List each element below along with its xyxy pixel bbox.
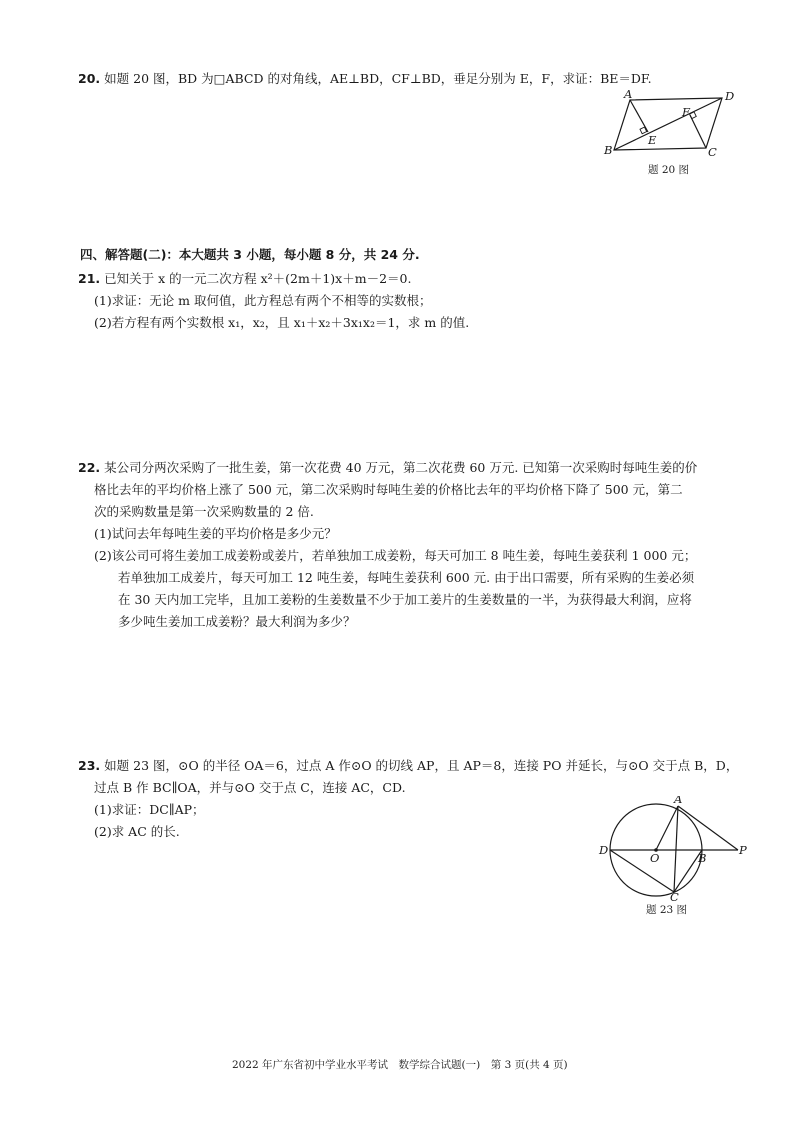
- diagonal-bd: [614, 98, 722, 150]
- q21-part1: (1)求证：无论 m 取何值，此方程总有两个不相等的实数根；: [94, 293, 432, 308]
- label-e: E: [648, 133, 657, 147]
- page-footer: 2022 年广东省初中学业水平考试 数学综合试题(一) 第 3 页(共 4 页): [232, 1059, 568, 1071]
- chord-dc: [610, 850, 674, 892]
- q22-part2-line3: 在 30 天内加工完毕，且加工姜粉的生姜数量不少于加工姜片的生姜数量的一半，为获得最大利润，应将: [118, 592, 692, 607]
- q23-caption: 题 23 图: [646, 904, 688, 916]
- label-f: F: [682, 105, 690, 119]
- chord-ac: [674, 806, 678, 892]
- segment-ae: [630, 100, 648, 132]
- q23-number: 23.: [78, 758, 101, 773]
- label-a: A: [674, 796, 683, 806]
- q20-number: 20.: [78, 71, 101, 86]
- q23-part2: (2)求 AC 的长.: [94, 824, 180, 839]
- section-heading: 四、解答题(二)：本大题共 3 小题，每小题 8 分，共 24 分.: [80, 247, 420, 262]
- q20-text: 如题 20 图，BD 为□ABCD 的对角线，AE⊥BD，CF⊥BD，垂足分别为 E，F，求证：BE＝DF.: [104, 71, 652, 86]
- q21-line: [78, 270, 411, 288]
- label-b: B: [698, 851, 707, 865]
- q22-text1: 某公司分两次采购了一批生姜，第一次花费 40 万元，第二次花费 60 万元. 已知第一次采购时每吨生姜的价: [104, 460, 698, 475]
- label-o: O: [650, 851, 660, 865]
- q22-part2-line4: 多少吨生姜加工成姜粉？最大利润为多少？: [118, 614, 356, 629]
- q23-text1: 如题 23 图，⊙O 的半径 OA＝6，过点 A 作⊙O 的切线 AP，且 AP＝8，连接 PO 并延长，与⊙O 交于点 B，D，: [104, 758, 739, 773]
- q20-line: [78, 70, 652, 88]
- label-d: D: [725, 89, 735, 103]
- q20-figure: [598, 88, 748, 160]
- q20-caption: 题 20 图: [648, 164, 690, 176]
- label-c: C: [708, 145, 717, 159]
- q22-line3: 次的采购数量是第一次采购数量的 2 倍.: [94, 504, 314, 519]
- q21-part2: (2)若方程有两个实数根 x₁，x₂，且 x₁＋x₂＋3x₁x₂＝1，求 m 的值.: [94, 315, 470, 330]
- q22-part2-line1: (2)该公司可将生姜加工成姜粉或姜片，若单独加工成姜粉，每天可加工 8 吨生姜，每吨生姜获利 1 000 元；: [94, 548, 697, 563]
- q23-line2: 过点 B 作 BC∥OA，并与⊙O 交于点 C，连接 AC，CD.: [94, 780, 406, 795]
- q21-text: 已知关于 x 的一元二次方程 x²＋(2m＋1)x＋m－2＝0.: [104, 271, 412, 286]
- q22-part1: (1)试问去年每吨生姜的平均价格是多少元？: [94, 526, 337, 541]
- radius-oa: [656, 806, 678, 850]
- segment-cf: [690, 115, 706, 148]
- q22-number: 22.: [78, 460, 101, 475]
- label-a: A: [624, 88, 633, 101]
- q22-line2: 格比去年的平均价格上涨了 500 元，第二次采购时每吨生姜的价格比去年的平均价格下降了 500 元，第二: [94, 482, 683, 497]
- q22-line1: [78, 459, 697, 477]
- q23-part1: (1)求证：DC∥AP；: [94, 802, 205, 817]
- label-c: C: [670, 890, 679, 904]
- q23-figure: [598, 796, 758, 904]
- tangent-ap: [678, 806, 738, 850]
- q23-line1: [78, 757, 738, 775]
- q22-part2-line2: 若单独加工成姜片，每天可加工 12 吨生姜，每吨生姜获利 600 元. 由于出口需要，所有采购的生姜必须: [118, 570, 695, 585]
- label-b: B: [604, 143, 613, 157]
- label-d: D: [599, 843, 609, 857]
- q21-number: 21.: [78, 271, 101, 286]
- label-p: P: [739, 843, 747, 857]
